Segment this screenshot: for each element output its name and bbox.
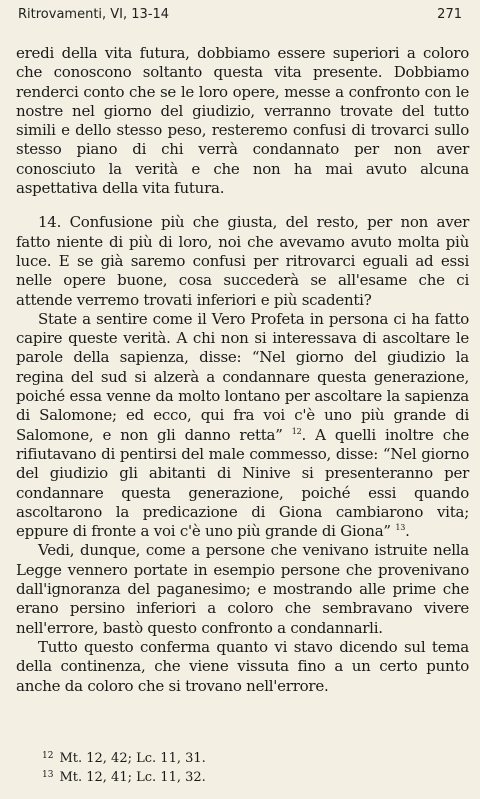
running-title: Ritrovamenti, VI, 13-14: [18, 7, 170, 22]
footnote-mark: 12: [42, 751, 54, 761]
paragraph-continenza: Tutto questo conferma quanto vi stavo dicendo sul tema della continenza, che viene vissuta fino a un certo punto anche da coloro che si trovano nell'errore.: [16, 637, 469, 695]
page-number: 271: [437, 7, 462, 22]
running-header: [18, 7, 462, 22]
footnote-text: Mt. 12, 41; Lc. 11, 32.: [59, 770, 206, 785]
footnote-12: [42, 749, 206, 768]
main-text: [16, 44, 469, 696]
paragraph-section-14: 14. Confusione più che giusta, del resto, per non aver fatto niente di più di loro, noi che avevamo avuto molta più luce. E se già saremo confusi per ritrovarci eguali ad essi nelle opere buone, cosa succederà se all'esame che ci attende verremo trovati inferiori e più scadenti?: [16, 213, 469, 309]
paragraph-legge: Vedi, dunque, come a persone che venivano istruite nella Legge vennero portate in esempio persone che provenivano dall'ignoranza del paganesimo; e mostrando alle prime che erano persino inferiori a coloro che sembravano vivere nell'errore, bastò questo confronto a condannarli.: [16, 541, 469, 637]
paragraph-text-part: State a sentire come il Vero Profeta in persona ci ha fatto capire queste verità. A chi non si interessava di ascoltare le parole della sapienza, disse: “Nel giorno del giudizio la regina del sud si alzerà a condannare questa generazione, poiché essa venne da molto lontano per ascoltare la sapienza di Salomone; ed ecco, qui fra voi c'è uno più grande di Salomone, e non gli danno retta”: [16, 309, 469, 444]
footnote-text: Mt. 12, 42; Lc. 11, 31.: [59, 751, 206, 766]
footnote-13: [42, 768, 206, 787]
footnote-mark: 13: [42, 770, 54, 780]
footnote-ref-12: 12: [291, 426, 302, 436]
footnotes: [42, 749, 206, 787]
paragraph-text-part: . A quelli inoltre che rifiutavano di pentirsi del male commesso, disse: “Nel giorno del giudizio gli abitanti di Ninive si presenteranno per condannare questa generazione, poiché essi quando ascoltarono la predicazione di Giona cambiarono vita; eppure di fronte a voi c'è uno più grande di Giona”: [16, 425, 469, 541]
paragraph-text-part: .: [405, 522, 410, 541]
footnote-ref-13: 13: [395, 523, 406, 533]
paragraph-vero-profeta: [16, 310, 469, 542]
paragraph-continuation: eredi della vita futura, dobbiamo essere superiori a coloro che conoscono soltanto questa vita presente. Dobbiamo renderci conto che se le loro opere, messe a confronto con le nostre nel giorno del giudizio, verranno trovate del tutto simili e dello stesso peso, resteremo confusi di trovarci sullo stesso piano di chi verrà condannato per non aver conosciuto la verità e che non ha mai avuto alcuna aspettativa della vita futura.: [16, 44, 469, 198]
